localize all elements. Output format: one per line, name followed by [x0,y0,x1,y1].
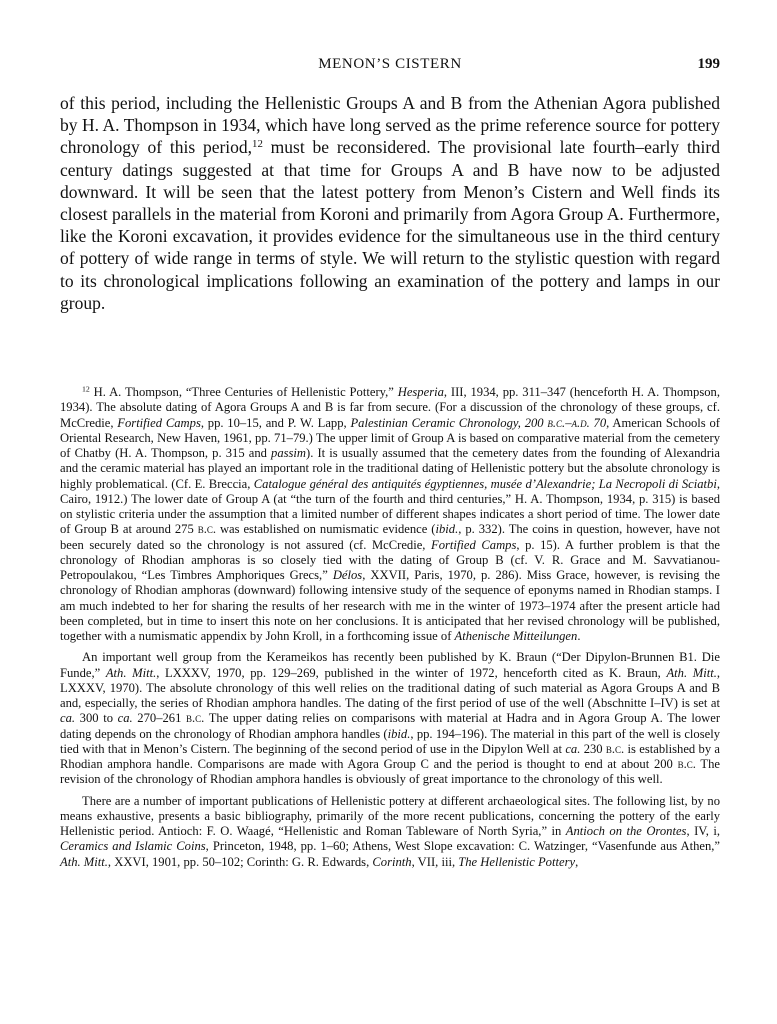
footnote-paragraph-kerameikos: An important well group from the Kerameikos has recently been published by K. Braun (“Der Dipylon-Brunnen B1. Die Funde,” Ath. Mitt., LXXXV, 1970, pp. 129–269, published in the winter of 1972, henceforth cited as K. Braun, Ath. Mitt., LXXXV, 1970). The absolute chronology of this well relies on the traditional dating of such material as Agora Groups A and B and, especially, the series of Rhodian amphora handles. The dating of the first period of use of the well (Abschnitte I–IV) is set at ca. 300 to ca. 270–261 b.c. The upper dating relies on comparisons with material at Hadra and in Agora Group A. The lower dating depends on the chronology of Rhodian amphora handles (ibid., pp. 194–196). The material in this part of the well is closely tied with that in Menon’s Cistern. The beginning of the second period of use in the Dipylon Well at ca. 230 b.c. is established by a Rhodian amphora handle. Comparisons are made with Agora Group C and the period is thought to end at about 200 b.c. The revision of the chronology of Rhodian amphora handles is obviously of great importance to the chronology of this well. [60,650,721,787]
footnote-number: 12 [82,384,90,394]
page-number: 199 [697,56,720,72]
footnotes [60,385,720,876]
footnote-reference[interactable]: 12 [252,138,263,151]
main-paragraph: of this period, including the Hellenistic Groups A and B from the Athenian Agora published by H. A. Thompson in 1934, which have long served as the prime reference source for pottery chronology of this period,$^{12}$ must be reconsidered. The provisional late fourth–early third century datings suggested at that time for Groups A and B have now to be adjusted downward. It will be seen that the latest pottery from Menon’s Cistern and Well finds its closest parallels in the material from Koroni and primarily from Agora Group A. Furthermore, like the Koroni excavation, it provides evidence for the simultaneous use in the third century of pottery of wide range in terms of style. We will return to the stylistic question with regard to its chronological implications following an examination of the pottery and lamps in our group. [60,93,721,313]
page-header [60,56,720,80]
footnote-paragraph-bibliography: There are a number of important publications of Hellenistic pottery at different archaeological sites. The following list, by no means exhaustive, presents a basic bibliography, primarily of the more recent publications, concerning the pottery of the early Hellenistic period. Antioch: F. O. Waagé, “Hellenistic and Roman Tableware of North Syria,” in Antioch on the Orontes, IV, i, Ceramics and Islamic Coins, Princeton, 1948, pp. 1–60; Athens, West Slope excavation: C. Watzinger, “Vasenfunde aus Athen,” Ath. Mitt., XXVI, 1901, pp. 50–102; Corinth: G. R. Edwards, Corinth, VII, iii, The Hellenistic Pottery, [60,793,720,869]
footnote-12: $^{12}$ H. A. Thompson, “Three Centuries of Hellenistic Pottery,” Hesperia, III, 1934, pp. 311–347 (henceforth H. A. Thompson, 1934). The absolute dating of Agora Groups A and B is far from secure. (For a discussion of the chronology of these groups, cf. McCredie, Fortified Camps, pp. 10–15, and P. W. Lapp, Palestinian Ceramic Chronology, 200 b.c.–a.d. 70, American Schools of Oriental Research, New Haven, 1961, pp. 71–79.) The upper limit of Group A is based on comparative material from the cemetery of Chatby (H. A. Thompson, p. 315 and passim). It is usually assumed that the cemetery dates from the founding of Alexandria and the ceramic material has played an important role in the traditional dating of Hellenistic pottery but the absolute chronology is highly problematical. (Cf. E. Breccia, Catalogue général des antiquités égyptiennes, musée d’Alexandrie; La Necropoli di Sciatbi, Cairo, 1912.) The lower date of Group A (at “the turn of the fourth and third centuries,” H. A. Thompson, 1934, p. 315) is based on stylistic criteria under the assumption that a limited number of different shapes indicates a short period of time. The lower date of Group B at around 275 b.c. was established on numismatic evidence (ibid., p. 332). The coins in question, however, have not been securely dated so the chronology is not assured (cf. McCredie, Fortified Camps, p. 15). A further problem is that the chronology of Rhodian amphoras is so closely tied with the dating of Group B (cf. V. R. Grace and M. Savvatianou-Petropoulakou, “Les Timbres Amphoriques Grecs,” Délos, XXVII, Paris, 1970, p. 286). Miss Grace, however, is revising the chronology of Rhodian amphoras (downward) following intensive study of the sequence of eponyms named in Rhodian stamps. I am much indebted to her for sharing the results of her research with me in the winter of 1973–1974 after the present article had been completed, but in time to insert this note on her conclusions. It is anticipated that her revised chronology will be published, together with a numismatic appendix by John Kroll, in a forthcoming issue of Athenische Mitteilungen. [60,384,721,643]
running-head: MENON’S CISTERN [318,56,462,72]
